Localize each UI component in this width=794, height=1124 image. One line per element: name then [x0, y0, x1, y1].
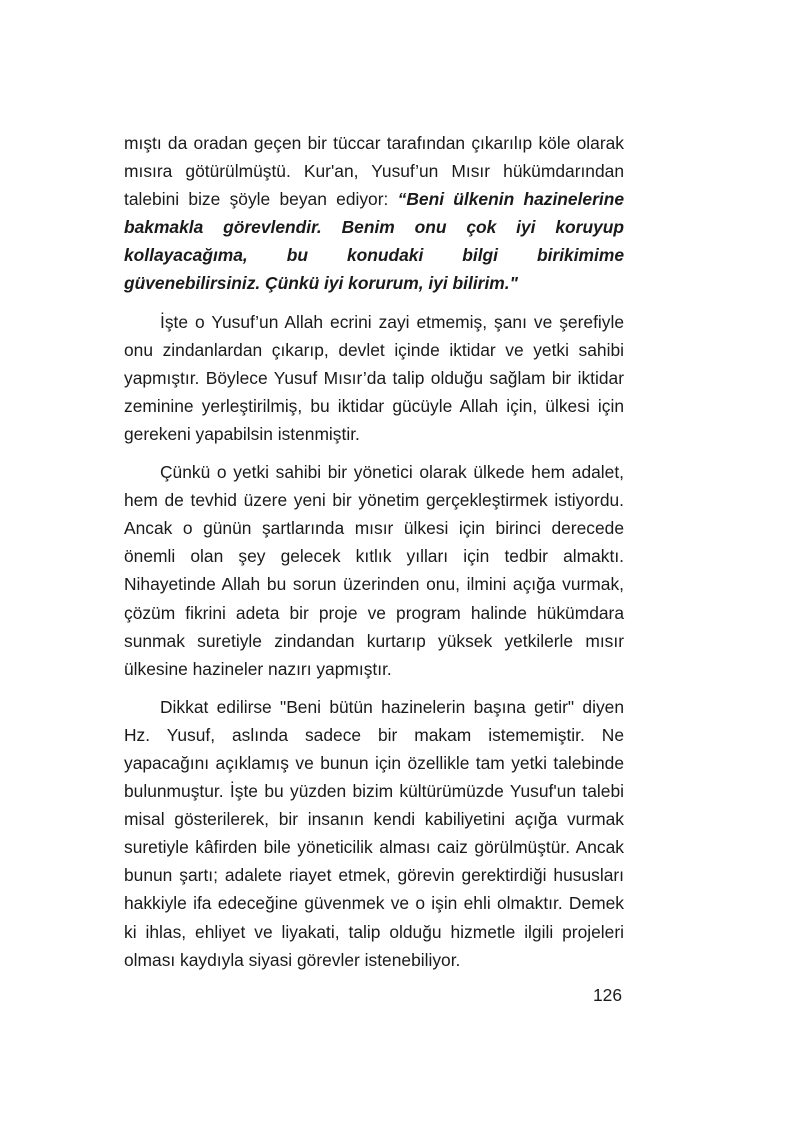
quran-quote: “Beni ülkenin hazinelerine bakmakla görevlendir. Benim onu çok iyi koruyup kollayacağıma, bu konudaki bilgi birikimime güvenebilirsiniz. Çünkü iyi korurum, iyi bilirim.": [124, 189, 624, 294]
paragraph-3: Çünkü o yetki sahibi bir yönetici olarak ülkede hem adalet, hem de tevhid üzere yeni bir yönetim gerçekleştirmek istiyordu. Ancak o günün şartlarında mısır ülkesi için birinci derecede önemli olan şey gelecek kıtlık yılları için tedbir almaktı. Nihayetinde Allah bu sorun üzerinden onu, ilmini açığa vurmak, çözüm fikrini adeta bir proje ve program halinde hükümdara sunmak suretiyle zindandan kurtarıp yüksek yetkilerle mısır ülkesine hazineler nazırı yapmıştır.: [124, 462, 624, 679]
paragraph-2: İşte o Yusuf’un Allah ecrini zayi etmemiş, şanı ve şerefiyle onu zindanlardan çıkarıp, devlet içinde iktidar ve yetki sahibi yapmıştır. Böylece Yusuf Mısır’da talip olduğu sağlam bir iktidar zeminine yerleştirilmiş, bu iktidar gücüyle Allah için, ülkesi için gerekeni yapabilsin istenmiştir.: [124, 311, 624, 444]
paragraph-4: Dikkat edilirse "Beni bütün hazinelerin başına getir" diyen Hz. Yusuf, aslında sadece bir makam istememiştir. Ne yapacağını açıklamış ve bunun için özellikle tam yetki talebinde bulunmuştur. İşte bu yüzden bizim kültürümüzde Yusuf'un talebi misal gösterilerek, bir insanın kendi kabiliyetini açığa vurmak suretiyle kâfirden bile yöneticilik alması caiz görülmüştür. Ancak bunun şartı; adalete riayet etmek, görevin gerektirdiği hususları hakkiyle ifa edeceğine güvenmek ve o işin ehli olmaktır. Demek ki ihlas, ehliyet ve liyakati, talip olduğu hizmetle ilgili projeleri olması kaydıyla siyasi görevler istenebiliyor.: [124, 696, 624, 970]
page-number: 126: [592, 985, 622, 1005]
book-page-body: [124, 129, 624, 974]
paragraph-1: [124, 129, 624, 298]
paragraph-1-text: mıştı da oradan geçen bir tüccar tarafından çıkarılıp köle olarak mısıra götürülmüştü. Kur'an, Yusuf’un Mısır hükümdarından talebini bize şöyle beyan ediyor:: [124, 133, 624, 210]
